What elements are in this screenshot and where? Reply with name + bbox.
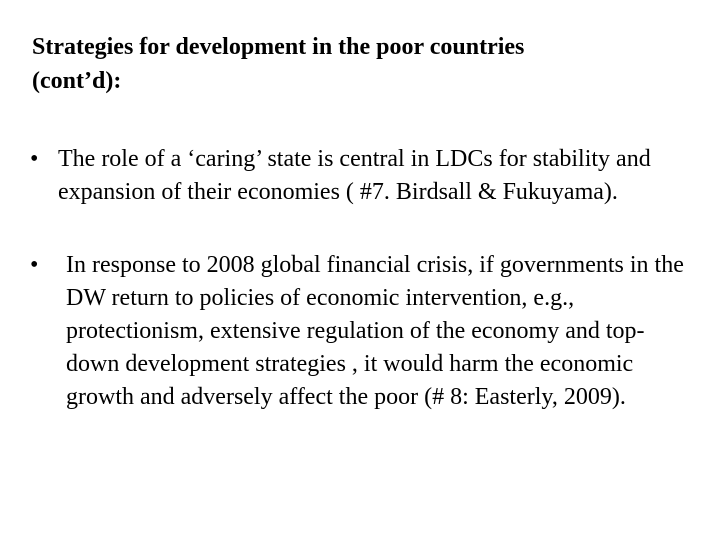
bullet-icon: • (30, 146, 39, 172)
bullet-text: The role of a ‘caring’ state is central in LDCs for stability and expansion of their economies ( #7. Birdsall & Fukuyama). (58, 146, 651, 205)
bullet-item-caring-state (30, 143, 690, 209)
bullet-icon: • (30, 252, 39, 278)
bullet-text: In response to 2008 global financial crisis, if governments in the DW return to policies of economic intervention, e.g., protectionism, extensive regulation of the economy and top-down development strategies , it would harm the economic growth and adversely affect the poor (# 8: Easterly, 2009). (66, 252, 684, 410)
bullet-item-financial-crisis (30, 249, 690, 414)
slide-title (32, 30, 692, 98)
slide-title-line-1: Strategies for development in the poor countries (32, 34, 525, 60)
bullet-list (30, 143, 690, 414)
slide-title-line-2: (cont’d): (32, 68, 122, 94)
